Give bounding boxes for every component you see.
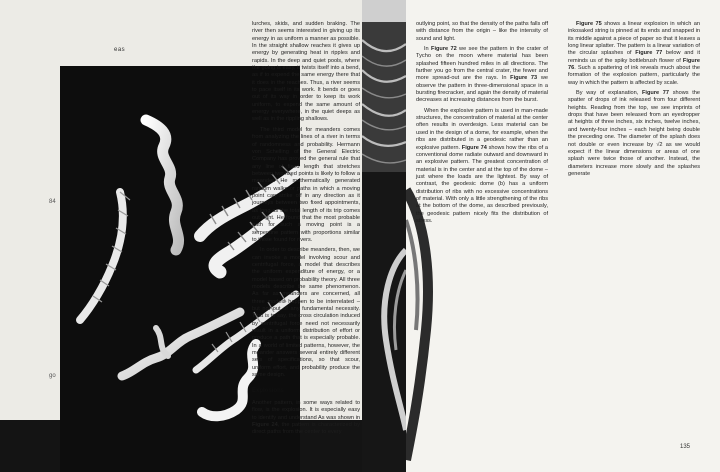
paragraph: In Figure 72 we see the pattern in the crater of Tycho on the moon where material has been splashed fifteen hundred miles in all directions. The farther you go from the central crater, the fewer and more spread-out are the rays. In Figure 73 we observe the pattern in three-dimensional space in a bursting firecracker, and again the density of material decreases at increasing distances from the burst. <box>416 46 548 104</box>
running-tag: eas <box>114 47 126 53</box>
figure-reference: Figure 73 <box>510 75 538 82</box>
paragraph: lurches, skids, and sudden braking. The river then seems interested in giving up its energy in as uniform a manner as possible. In the straight shallow reaches it gives up energy by generating heat in ripples and rapids. In the deep and quiet pools, where the going is easy, it twists itself into a bend, as if to expend the same energy there that it does in the reaches. Thus, a river seems to pace itself in its work. It bends or goes out of its way in order to keep its work uniform, to expend the same amount of energy everywhere, in the quiet deeps as well as in the rippling shallows. <box>252 21 360 123</box>
left-text-column <box>252 21 360 440</box>
figure-reference: Figure 75 <box>576 21 602 27</box>
figure-reference: Figure 72 <box>431 46 457 53</box>
right-page <box>406 0 720 472</box>
margin-number-top: 84 <box>49 199 56 205</box>
paragraph: When the explosive pattern is used in man-made structures, the concentration of material at the center often results in overdesign. Less material can be used in the design of a dome, for example, when the ribs are distributed in a geodesic rather than an explosive pattern. Figure 74 shows how the ribs of a conventional dome radiate outward and downward in an explosive pattern. The greatest concentration of material is in the center and at the top of the dome – just where the loads are the lightest. By way of contrast, the geodesic dome (b) has a uniform distribution of ribs with no excessive concentrations of material. With only a little strengthening of the ribs at the bottom of the dome, as described previously, the geodesic pattern nicely fits the distribution of stress. <box>416 107 548 224</box>
figure-reference: Figure 76 <box>568 57 700 72</box>
right-text-column-1 <box>416 21 548 228</box>
figure-reference: Figure 77 <box>635 50 663 57</box>
right-text-column-2 <box>568 21 700 181</box>
paragraph: The third model for meanders comes from analyzing the lines of a river in terms of randomness and probability. Hermann von Schelling of the General Electric Company has proved the general rule that any line of fixed length that stretches between two fixed points is likely to follow a meander. He mathematically generated random walks or paths in which a moving point can strike off in any direction as it journeys between two fixed appointments, as long as the total length of its trip comes out right. He found that the most probable path for such a moving point is a serpentine pattern with proportions similar to those found for rivers. <box>252 126 360 243</box>
paragraph: In order to describe meanders, then, we can invoke a model involving scour and centrifugal force, a model that describes the uniform expenditure of energy, or a model based on probability theory. All three models describe the same phenomenon. As far as meanders are concerned, all three models happen to be interrelated – but not out of any fundamental necessity. That is to say, the cross circulation induced by centrifugal force need not necessarily result in a uniform distribution of effort or produce a path that is especially probable. In a world of limited patterns, however, the meander answers several entirely different sets of specifications, so that scour, uniform effort, and probability produce the same design. <box>252 247 360 379</box>
paragraph: Figure 75 shows a linear explosion in which an inkosaked string is pinned at its ends and snapped in its middle against a piece of paper so that it leaves a long linear splatter. The pattern is a linear variation of the circular splashes of Figure 77 below and it reminds us of the spiky bottlebrush flower of Figure 76. Such a spattering of ink reveals much about the formation of the explosion pattern, particularly the way in which the pattern is affected by scale. <box>568 21 700 86</box>
paragraph: outlying point, so that the density of the paths falls off with distance from the origin – like the intensity of sound and light. <box>416 21 548 42</box>
figure-reference: Figure 24 <box>252 421 278 428</box>
paragraph: By way of explanation, Figure 77 shows the spatter of drops of ink released from four different heights. Reading from the top, we see imprints of drops that have been released from an eyedropper at heights of three inches, six inches, twelve inches, and twenty-four inches – each height being double the preceding one. The diameter of the splash does not double or even increase by √2 as we would expect if the linear dimensions or areas of one splash were twice those of another. Instead, the diameters increase more slowly and the splashes generate <box>568 90 700 177</box>
section-heading: Explosions <box>252 387 285 394</box>
margin-number-bottom: go <box>49 373 56 379</box>
spike-shell-left <box>80 192 123 320</box>
figure-reference: Figure 74 <box>461 144 487 151</box>
paragraph: Another pattern, in some ways related to flow, is the explosion. It is especially easy to identify and understand As was shown in Figure 24, the pattern is characterized by direct paths from the center to every <box>252 399 360 436</box>
texture-photo <box>362 0 406 472</box>
gutter-photo-strip <box>362 0 406 472</box>
page-number: 135 <box>679 444 690 450</box>
shell-fragment <box>156 328 168 356</box>
wavy-shell-1 <box>146 120 179 250</box>
figure-reference: Figure 77 <box>642 90 670 97</box>
